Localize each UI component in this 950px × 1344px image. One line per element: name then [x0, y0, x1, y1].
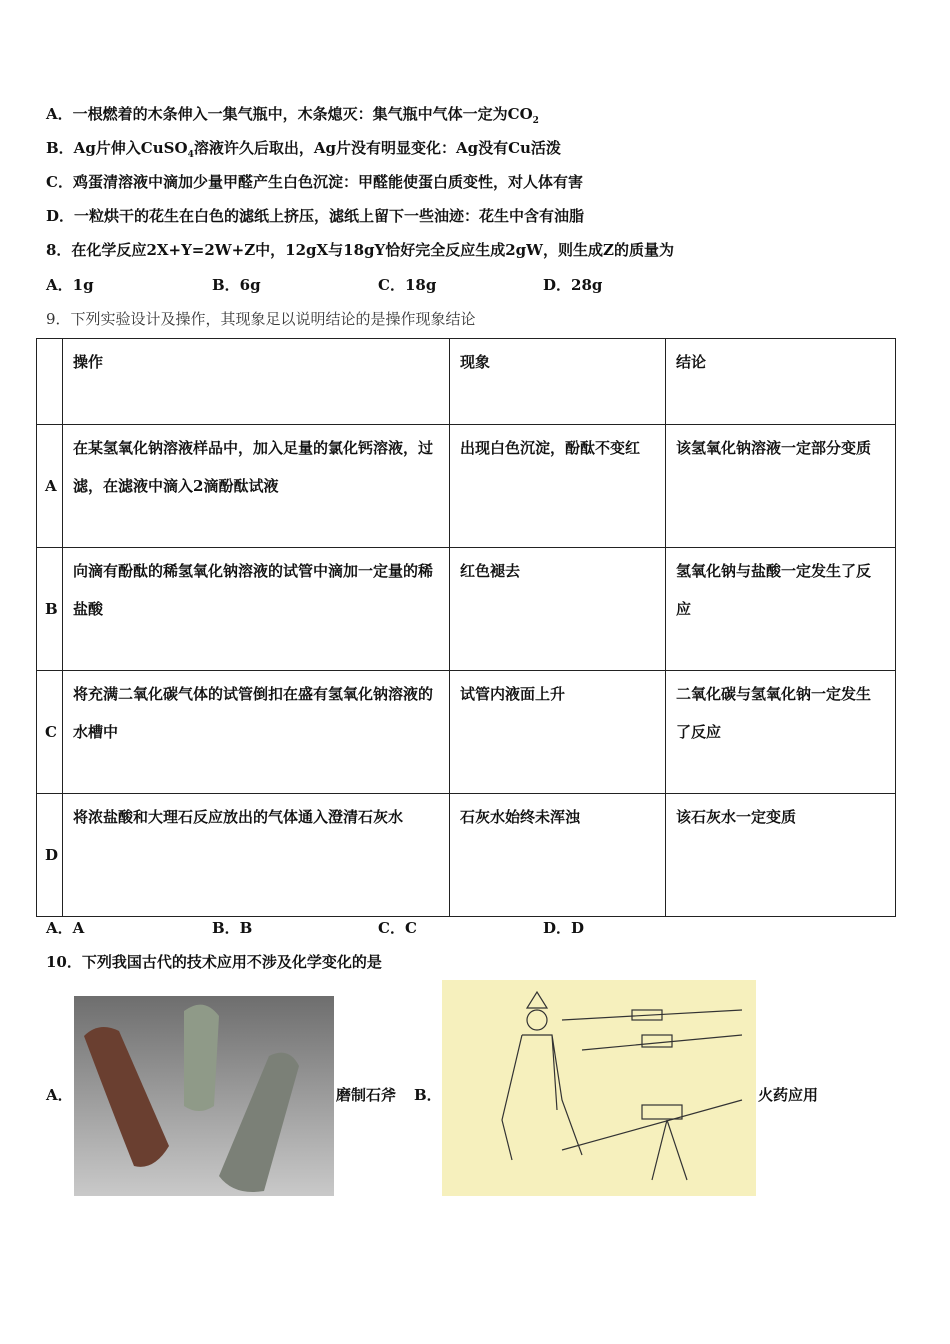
conclusion-cell: 氢氧化钠与盐酸一定发生了反应 [666, 548, 896, 671]
operation-cell: 在某氢氧化钠溶液样品中，加入足量的氯化钙溶液，过滤，在滤液中滴入2滴酚酞试液 [63, 425, 450, 548]
operation-cell: 将浓盐酸和大理石反应放出的气体通入澄清石灰水 [63, 794, 450, 917]
header-cell: 现象 [450, 339, 666, 425]
q10-option-b-caption: 火药应用 [758, 1086, 819, 1104]
q10-option-a-label: A． [46, 1086, 73, 1104]
conclusion-cell: 二氧化碳与氢氧化钠一定发生了反应 [666, 671, 896, 794]
phenomenon-cell: 试管内液面上升 [450, 671, 666, 794]
q9-option-b: B．B [212, 919, 253, 937]
phenomenon-cell: 出现白色沉淀，酚酞不变红 [450, 425, 666, 548]
row-label: B [37, 548, 63, 671]
q10-stem: 10．下列我国古代的技术应用不涉及化学变化的是 [46, 953, 382, 971]
q10-option-a-caption: 磨制石斧 [336, 1086, 397, 1104]
q8-option-d: D．28g [543, 276, 603, 294]
header-cell: 结论 [666, 339, 896, 425]
q10-option-b-label: B． [414, 1086, 442, 1104]
header-cell: 操作 [63, 339, 450, 425]
table-row [37, 548, 896, 671]
row-label: C [37, 671, 63, 794]
q9-stem: 9．下列实验设计及操作，其现象足以说明结论的是操作现象结论 [46, 310, 476, 328]
table-row [37, 671, 896, 794]
q7-option-d: D．一粒烘干的花生在白色的滤纸上挤压，滤纸上留下一些油迹：花生中含有油脂 [46, 207, 585, 225]
q9-option-d: D．D [543, 919, 585, 937]
table-row [37, 794, 896, 917]
conclusion-cell: 该石灰水一定变质 [666, 794, 896, 917]
header-cell [37, 339, 63, 425]
q8-stem: 8．在化学反应2X+Y=2W+Z中，12gX与18gY恰好完全反应生成2gW，则生成Z的质量为 [46, 241, 674, 259]
q8-option-c: C．18g [378, 276, 437, 294]
q7-option-a: A．一根燃着的木条伸入一集气瓶中，木条熄灭：集气瓶中气体一定为$CO_2$ [46, 105, 539, 126]
q7-option-c: C．鸡蛋清溶液中滴加少量甲醛产生白色沉淀：甲醛能使蛋白质变性，对人体有害 [46, 173, 583, 191]
q7-option-b: B．Ag片伸入CuSO$_4$溶液许久后取出，Ag片没有明显变化：Ag没有Cu活泼 [46, 139, 561, 160]
q9-table [36, 338, 896, 917]
table-row [37, 425, 896, 548]
phenomenon-cell: 红色褪去 [450, 548, 666, 671]
operation-cell: 向滴有酚酞的稀氢氧化钠溶液的试管中滴加一定量的稀盐酸 [63, 548, 450, 671]
gunpowder-illustration-image [442, 980, 756, 1196]
q8-option-b: B．6g [212, 276, 261, 294]
table-header-row [37, 339, 896, 425]
q9-option-c: C．C [378, 919, 417, 937]
stone-axes-image [74, 996, 334, 1196]
conclusion-cell: 该氢氧化钠溶液一定部分变质 [666, 425, 896, 548]
operation-cell: 将充满二氧化碳气体的试管倒扣在盛有氢氧化钠溶液的水槽中 [63, 671, 450, 794]
q9-option-a: A．A [46, 919, 85, 937]
row-label: A [37, 425, 63, 548]
q8-option-a: A．1g [46, 276, 94, 294]
phenomenon-cell: 石灰水始终未浑浊 [450, 794, 666, 917]
row-label: D [37, 794, 63, 917]
